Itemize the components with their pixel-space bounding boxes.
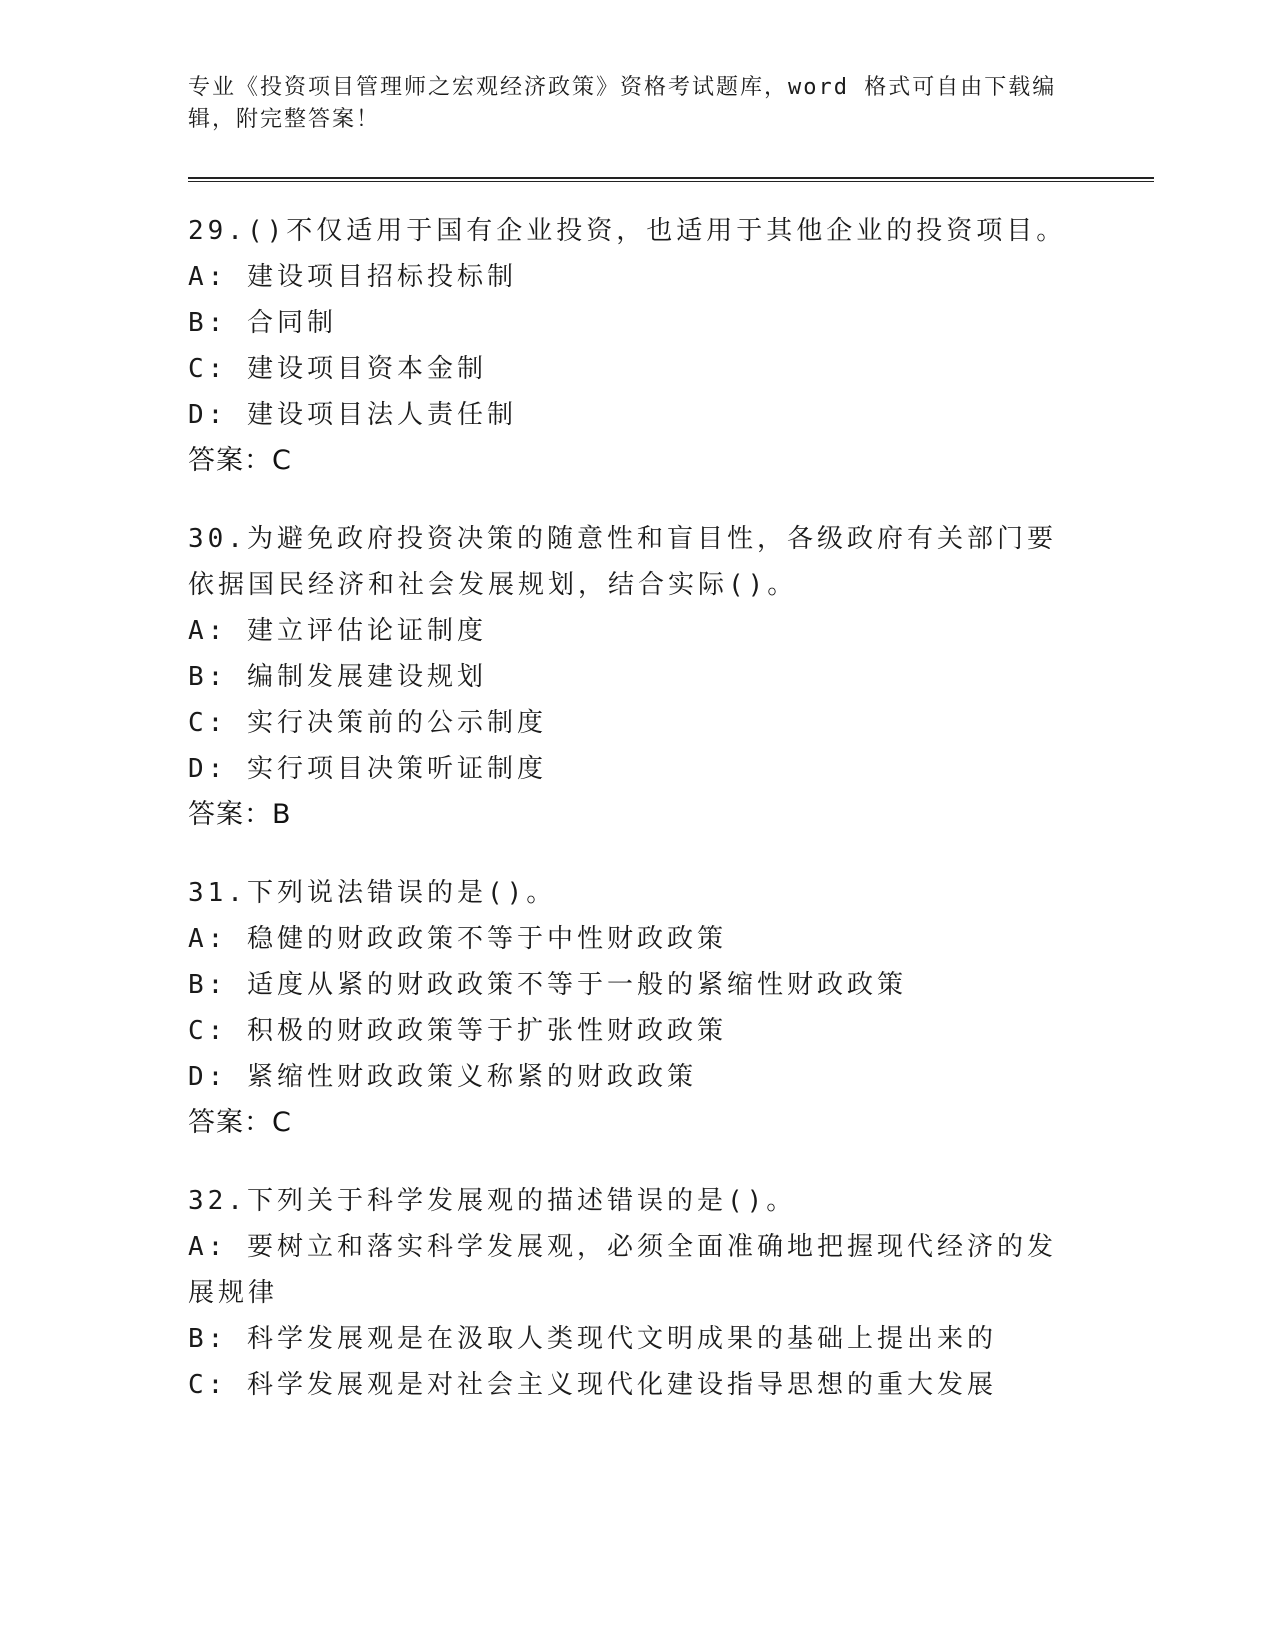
document-header	[188, 72, 1068, 136]
question-30	[188, 516, 1088, 838]
option-b: B: 编制发展建设规划	[188, 662, 487, 692]
question-29	[188, 208, 1088, 484]
option-d: D: 实行项目决策听证制度	[188, 754, 547, 784]
answer-label: 答案：	[188, 445, 272, 476]
header-line-2: 辑，附完整答案！	[188, 107, 381, 132]
question-stem: 32.下列关于科学发展观的描述错误的是()。	[188, 1186, 797, 1216]
option-d: D: 建设项目法人责任制	[188, 400, 517, 430]
option-a: A: 要树立和落实科学发展观，必须全面准确地把握现代经济的发展规律	[188, 1232, 1057, 1308]
option-a: A: 稳健的财政政策不等于中性财政政策	[188, 924, 727, 954]
answer-line	[188, 1100, 1088, 1146]
header-line-1: 专业《投资项目管理师之宏观经济政策》资格考试题库，word 格式可自由下载编	[188, 75, 1057, 100]
option-c: C: 实行决策前的公示制度	[188, 708, 547, 738]
answer-value: C	[272, 1107, 292, 1138]
option-b: B: 科学发展观是在汲取人类现代文明成果的基础上提出来的	[188, 1324, 997, 1354]
header-divider	[188, 177, 1154, 182]
answer-value: C	[272, 445, 292, 476]
answer-label: 答案：	[188, 799, 272, 830]
answer-label: 答案：	[188, 1107, 272, 1138]
question-stem: 29.()不仅适用于国有企业投资，也适用于其他企业的投资项目。	[188, 216, 1067, 246]
option-d: D: 紧缩性财政政策义称紧的财政政策	[188, 1062, 697, 1092]
question-list	[188, 208, 1088, 1440]
question-32	[188, 1178, 1088, 1408]
question-31	[188, 870, 1088, 1146]
option-a: A: 建立评估论证制度	[188, 616, 487, 646]
option-c: C: 科学发展观是对社会主义现代化建设指导思想的重大发展	[188, 1370, 997, 1400]
option-b: B: 适度从紧的财政政策不等于一般的紧缩性财政政策	[188, 970, 907, 1000]
question-stem: 31.下列说法错误的是()。	[188, 878, 557, 908]
answer-line	[188, 438, 1088, 484]
option-a: A: 建设项目招标投标制	[188, 262, 517, 292]
option-c: C: 积极的财政政策等于扩张性财政政策	[188, 1016, 727, 1046]
answer-line	[188, 792, 1088, 838]
question-stem: 30.为避免政府投资决策的随意性和盲目性，各级政府有关部门要依据国民经济和社会发展规划，结合实际()。	[188, 524, 1057, 600]
answer-value: B	[272, 799, 292, 830]
option-c: C: 建设项目资本金制	[188, 354, 487, 384]
option-b: B: 合同制	[188, 308, 337, 338]
